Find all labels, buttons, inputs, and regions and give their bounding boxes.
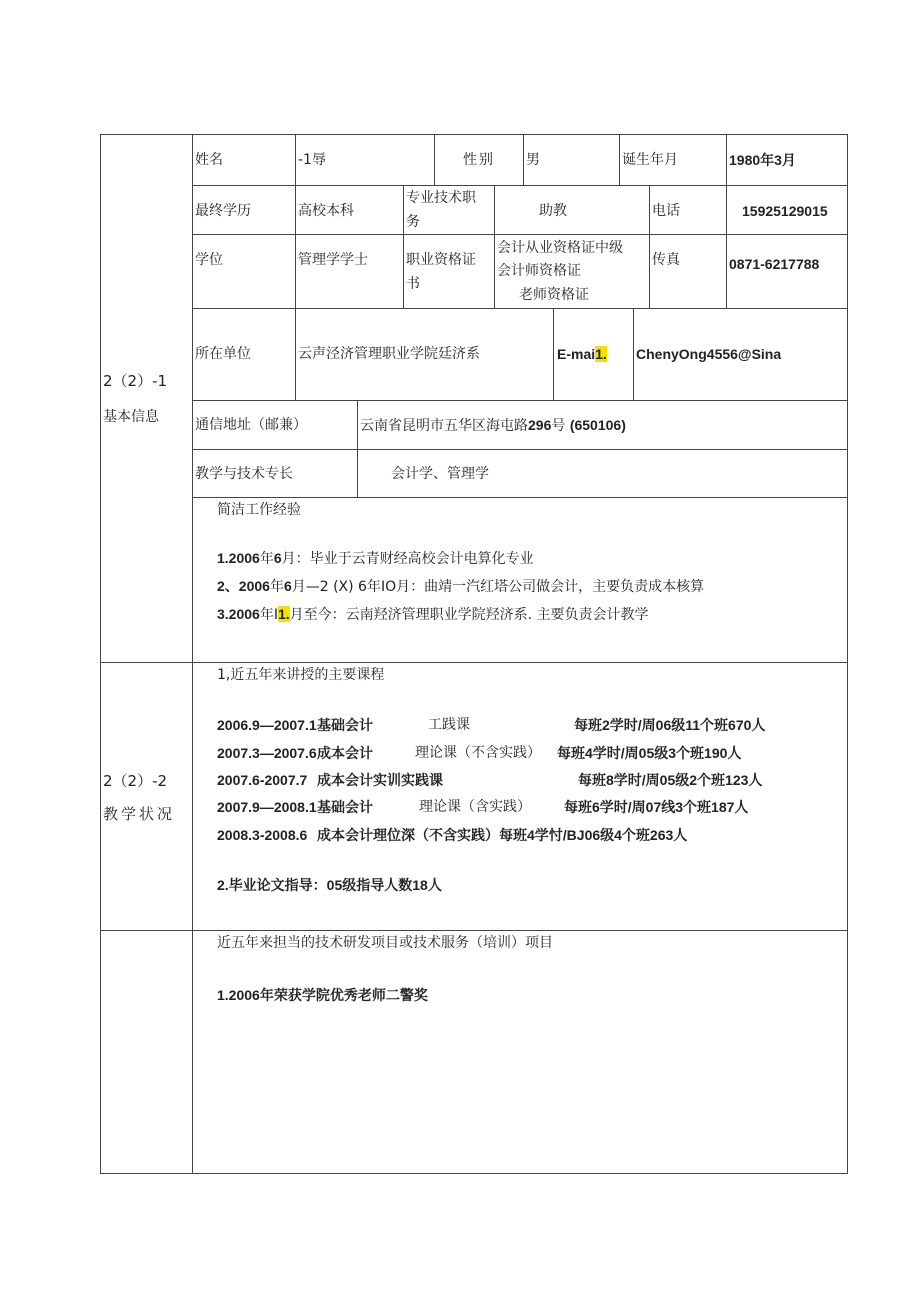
work-item-2-d: 月—2 (X) 6年IO月：曲靖一汽红塔公司做会计，主要负责成本核算 <box>291 579 705 595</box>
course-row-2-load: 每班4学时/周05级3个班190人 <box>557 745 742 761</box>
course-row-5-name: 成本会计理位深（不含实践）每班4学忖/BJ06级4个班263人 <box>317 827 688 843</box>
course-row-3-name: 成本会计实训实践课 <box>317 772 443 788</box>
work-item-3-c: 1. <box>277 606 290 622</box>
fax-label: 传真 <box>652 252 680 268</box>
research-item: 1.2006年荣获学院优秀老师二警奖 <box>217 987 428 1003</box>
col-line <box>494 185 495 235</box>
cert-value-1: 会计从业资格证中级 <box>497 240 623 256</box>
course-row-4-load: 每班6学时/周07线3个班187人 <box>564 799 749 815</box>
col-line <box>295 234 296 309</box>
course-row-1-period: 2006.9—2007.1 <box>217 717 317 733</box>
work-item-2 <box>217 577 704 596</box>
cert-value-2: 会计师资格证 <box>497 263 581 279</box>
col-line <box>619 134 620 186</box>
col-line <box>649 185 650 235</box>
col-line <box>403 185 404 235</box>
course-row-5-period: 2008.3-2008.6 <box>217 827 308 843</box>
email-value: ChenyOng4556@Sina <box>636 346 782 362</box>
col-line <box>295 308 296 401</box>
addr-label: 通信地址（邮兼） <box>195 417 307 433</box>
section-1-label: 基本信息 <box>103 409 159 425</box>
research-title: 近五年来担当的技术研发项目或技术服务（培训）项目 <box>217 935 553 951</box>
col-line <box>523 134 524 186</box>
border-top <box>100 134 848 135</box>
cert-label-2: 书 <box>406 276 420 292</box>
work-item-1-d: 月：毕业于云青财经高校会计电算化专业 <box>281 551 534 567</box>
course-row-1-type: 工践课 <box>428 717 470 733</box>
section-2-number: 2（2）-2 <box>103 772 168 790</box>
course-row-4-name: 基础会计 <box>317 799 373 815</box>
col-line <box>633 308 634 401</box>
course-row-3-load: 每班8学时/周05级2个班123人 <box>578 772 763 788</box>
course-row-4-period: 2007.9—2008.1 <box>217 799 317 815</box>
work-item-3-d: 月至今：云南羟济管理职业学院羟济系. 主要负责会计教学 <box>289 607 649 623</box>
divider-section-2 <box>100 930 848 931</box>
col-line <box>726 185 727 235</box>
email-label-highlight: 1. <box>595 346 607 362</box>
col-line <box>295 185 296 235</box>
work-item-2-c: 6 <box>283 578 292 594</box>
gender-value: 男 <box>526 152 540 168</box>
birth-value: 1980年3月 <box>729 152 796 168</box>
gender-label: 性别 <box>463 152 495 168</box>
work-item-3 <box>217 605 649 624</box>
row-line-1 <box>192 185 848 186</box>
edu-label: 最终学历 <box>195 203 251 219</box>
course-row-1-load: 每班2学时/周06级11个班670人 <box>574 717 766 733</box>
section-2-label: 教学状况 <box>103 805 176 823</box>
thesis-line: 2.毕业论文指导：05级指导人数18人 <box>217 877 442 893</box>
row-line-5 <box>192 449 848 450</box>
border-right <box>847 134 848 1174</box>
work-item-2-b: 年 <box>269 579 284 595</box>
row-line-3 <box>192 308 848 309</box>
col-line <box>553 308 554 401</box>
col-line <box>357 400 358 498</box>
degree-value: 管理学学士 <box>298 252 368 268</box>
work-item-1-a: 1.2006 <box>217 550 260 566</box>
addr-value-c: 号 <box>551 418 566 434</box>
col-line <box>649 234 650 309</box>
divider-section-col <box>192 134 193 1174</box>
unit-label: 所在单位 <box>195 346 251 362</box>
col-line <box>434 134 435 186</box>
course-row-2-name: 成本会计 <box>317 745 373 761</box>
col-line <box>403 234 404 309</box>
email-label-text: E-mai <box>557 346 596 362</box>
course-row-4-type: 理论课（含实践） <box>419 799 531 815</box>
cert-value-3: 老师资格证 <box>519 287 589 303</box>
col-line <box>494 234 495 309</box>
addr-value-b: 296 <box>528 417 552 433</box>
row-line-6 <box>192 497 848 498</box>
work-item-3-a: 3.2006 <box>217 606 260 622</box>
work-item-3-b: 年I <box>259 607 278 623</box>
birth-label: 诞生年月 <box>622 152 678 168</box>
course-row-1-name: 基础会计 <box>317 717 373 733</box>
row-line-2 <box>192 234 848 235</box>
addr-value-d: (650106) <box>569 417 626 433</box>
degree-label: 学位 <box>195 252 223 268</box>
spec-label: 教学与技术专长 <box>195 466 293 482</box>
email-label <box>557 345 607 363</box>
phone-label: 电话 <box>652 203 680 219</box>
col-line <box>295 134 296 186</box>
phone-value: 15925129015 <box>742 203 828 219</box>
divider-section-1 <box>100 662 848 663</box>
name-label: 姓名 <box>195 152 223 168</box>
addr-value <box>360 416 626 435</box>
work-item-1-b: 年 <box>259 551 274 567</box>
course-row-3-period: 2007.6-2007.7 <box>217 772 308 788</box>
cert-label-1: 职业资格证 <box>406 252 476 268</box>
courses-title: 1,近五年来讲授的主要课程 <box>217 667 385 683</box>
section-1-number: 2（2）-1 <box>103 372 168 390</box>
col-line <box>726 234 727 309</box>
spec-value: 会计学、管理学 <box>391 466 489 482</box>
work-item-1 <box>217 549 534 568</box>
border-bottom <box>100 1173 848 1174</box>
title-label-1: 专业技术职 <box>406 190 476 206</box>
fax-value: 0871-6217788 <box>729 256 820 272</box>
unit-value: 云声泾济管理职业学院廷济系 <box>298 346 480 362</box>
work-item-2-a: 2、2006 <box>217 578 270 594</box>
border-left <box>100 134 101 1174</box>
name-value: -1辱 <box>298 152 326 168</box>
work-item-1-c: 6 <box>273 550 282 566</box>
course-row-2-period: 2007.3—2007.6 <box>217 745 317 761</box>
row-line-4 <box>192 400 848 401</box>
course-row-2-type: 理论课（不含实践） <box>415 745 541 761</box>
title-value: 助教 <box>539 203 567 219</box>
edu-value: 高校本科 <box>298 203 354 219</box>
addr-value-a: 云南省昆明市五华区海屯路 <box>360 418 528 434</box>
col-line <box>726 134 727 186</box>
title-label-2: 务 <box>406 214 420 230</box>
work-title: 简洁工作经验 <box>217 502 301 518</box>
